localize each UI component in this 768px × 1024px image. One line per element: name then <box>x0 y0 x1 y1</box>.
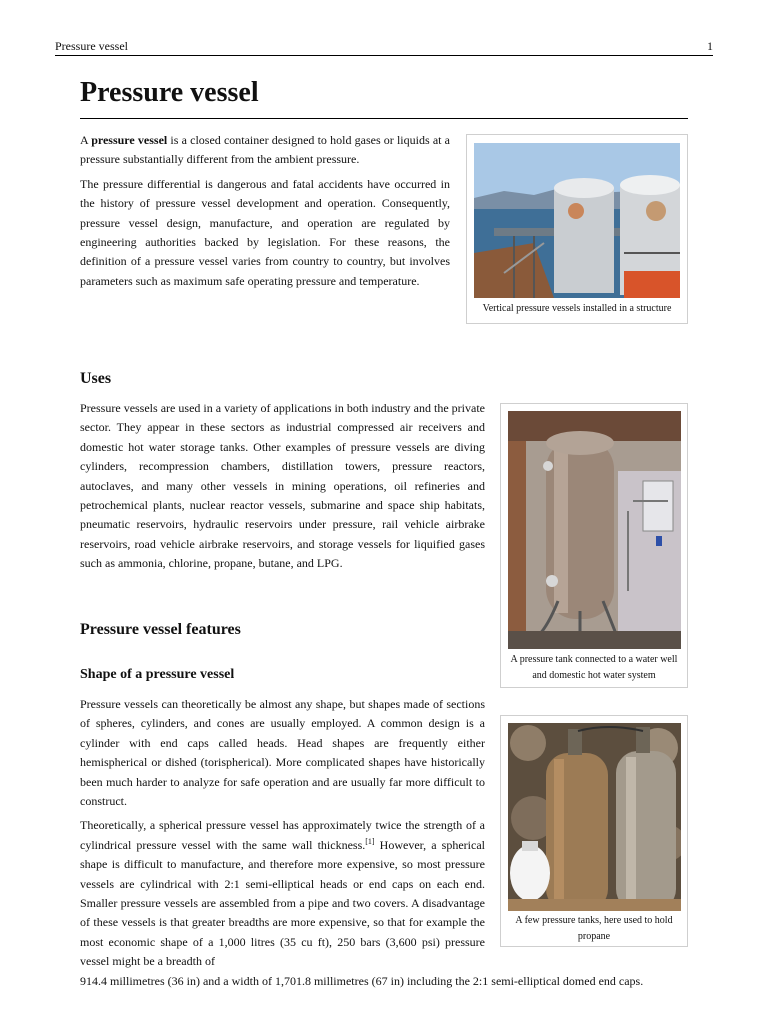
figure-propane-tanks <box>500 715 688 947</box>
figure-vessels-structure <box>466 134 688 324</box>
page-title: Pressure vessel <box>80 77 259 108</box>
shape-text-b: However, a spherical shape is difficult to manufacture, and therefore more expensive, so most pressure vessels are cylindrical with 2:1 semi-elliptical heads or end caps on each end. Smaller pressure vessels are assembled from a pipe and two covers. A disadvantage of these vessels is that greater breadths are more expensive, so that for example the most economic shape of a 1,000 litres (35 cu ft), 250 bars (3,600 psi) pressure vessel might be a breadth of <box>80 837 485 969</box>
figure-caption: A few pressure tanks, here used to hold propane <box>515 915 673 942</box>
intro-text-b: is a closed container designed to hold gases or liquids at a pressure substantially different from the ambient pressure. <box>80 133 450 167</box>
running-head <box>55 38 713 54</box>
vessels-structure-photo <box>474 143 680 298</box>
running-head-title: Pressure vessel <box>55 39 128 53</box>
uses-paragraph: Pressure vessels are used in a variety of applications in both industry and the private sector. They appear in these sectors as industrial compressed air receivers and domestic hot water storage tanks. Other examples of pressure vessels are diving cylinders, recompression chambers, distillation towers, pressure reactors, autoclaves, and many other vessels in mining operations, oil refineries and petrochemical plants, nuclear reactor vessels, submarine and space ship habitats, pneumatic reservoirs, hydraulic reservoirs under pressure, rail vehicle airbrake reservoirs, road vehicle airbrake reservoirs, and storage vessels for liquified gases such as ammonia, chlorine, propane, butane, and LPG. <box>80 401 485 571</box>
header-divider <box>55 55 713 56</box>
figure-caption: A pressure tank connected to a water well and domestic hot water system <box>510 654 678 681</box>
propane-tanks-photo <box>508 723 681 911</box>
shape-text-a: Theoretically, a spherical pressure vessel has approximately twice the strength of a cylindrical pressure vessel with the same wall thickness. <box>80 818 485 852</box>
features-section <box>80 695 485 977</box>
section-heading-uses: Uses <box>80 370 112 387</box>
page-number: 1 <box>707 39 713 53</box>
figure-pressure-tank <box>500 403 688 688</box>
intro-term: pressure vessel <box>91 133 168 147</box>
intro-paragraph-2: The pressure differential is dangerous and fatal accidents have occurred in the history of pressure vessel development and operation. Consequently, pressure vessel design, manufacture, and operation are regulated by engineering authorities backed by legislation. For these reasons, the definition of a pressure vessel varies from country to country, but involves parameters such as maximum safe operating pressure and temperature. <box>80 176 450 288</box>
intro-section <box>80 131 450 296</box>
subsection-heading-shape: Shape of a pressure vessel <box>80 667 235 682</box>
shape-paragraph-1: Pressure vessels can theoretically be almost any shape, but shapes made of sections of spheres, cylinders, and cones are usually employed. A common design is a cylinder with end caps called heads. Head shapes are frequently either hemispherical or dished (torispherical). More complicated shapes have historically been much harder to analyze for safe operation and are usually far more difficult to construct. <box>80 697 485 809</box>
intro-text-a: A <box>80 133 92 147</box>
shape-paragraph-2-end: 914.4 millimetres (36 in) and a width of 1,701.8 millimetres (67 in) including the 2:1 semi-elliptical domed end caps. <box>80 974 644 988</box>
full-width-line <box>80 972 700 996</box>
shape-paragraph-2 <box>80 816 485 971</box>
uses-section <box>80 399 485 579</box>
pressure-tank-photo <box>508 411 681 649</box>
figure-caption: Vertical pressure vessels installed in a structure <box>482 303 672 314</box>
title-divider <box>80 118 688 119</box>
citation-link[interactable]: [1] <box>365 836 375 846</box>
section-heading-features: Pressure vessel features <box>80 621 241 638</box>
intro-paragraph-1 <box>80 131 450 170</box>
